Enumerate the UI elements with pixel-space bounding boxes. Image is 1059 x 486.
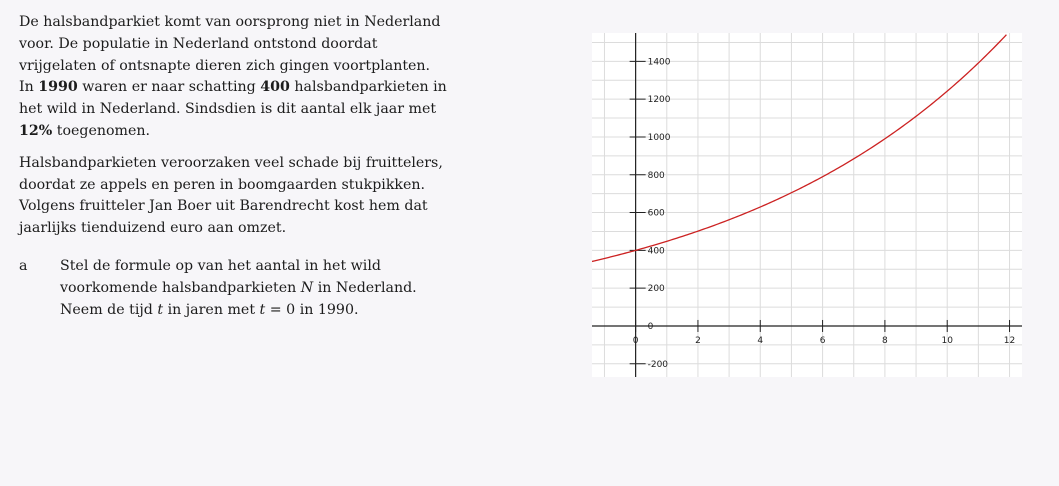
question-var-t: t bbox=[157, 301, 164, 318]
y-tick-label: 1400 bbox=[647, 57, 671, 68]
chart-svg bbox=[592, 33, 1022, 377]
y-tick-label: 600 bbox=[647, 208, 665, 219]
intro-text-2: waren er naar schatting bbox=[77, 79, 261, 96]
question-var-t2: t bbox=[259, 301, 266, 318]
x-tick-label: 4 bbox=[757, 335, 764, 346]
x-tick-label: 2 bbox=[695, 335, 701, 346]
question-text-3: in jaren met bbox=[163, 301, 260, 318]
y-tick-label: 200 bbox=[647, 284, 665, 295]
intro-text-1: De halsbandparkiet komt van oorsprong niet in Nederland voor. De populatie in Nederland ontstond doordat vrijgelaten of ontsnapte dieren zich gingen voortplanten. In bbox=[19, 14, 441, 96]
question-letter: a bbox=[19, 258, 28, 274]
series-line bbox=[592, 35, 1006, 262]
exponential-growth-chart bbox=[592, 33, 1022, 377]
intro-text-4: toegenomen. bbox=[52, 122, 151, 139]
question-text-1: Stel de formule op van het aantal in het wild voorkomende halsbandparkieten bbox=[60, 258, 381, 296]
question-var-n: N bbox=[300, 279, 314, 296]
y-tick-label: 1200 bbox=[647, 95, 671, 106]
y-tick-label: 1000 bbox=[647, 132, 671, 143]
question-text-4: = 0 in 1990. bbox=[265, 301, 359, 318]
x-tick-label: 10 bbox=[941, 335, 953, 346]
intro-text-3: halsbandparkieten in het wild in Nederland. Sindsdien is dit aantal elk jaar met bbox=[19, 79, 447, 118]
question-text-2: in Nederland. Neem de tijd bbox=[60, 279, 417, 318]
damage-paragraph: Halsbandparkieten veroorzaken veel schade bij fruittelers, doordat ze appels en peren in boomgaarden stukpikken. Volgens fruitteler Jan Boer uit Barendrecht kost hem dat jaarlijks tienduizend euro aan omzet. bbox=[19, 154, 443, 237]
question-body bbox=[60, 256, 449, 321]
y-tick-label: -200 bbox=[647, 359, 669, 370]
x-tick-label: 0 bbox=[632, 335, 639, 346]
x-tick-label: 8 bbox=[882, 335, 888, 346]
x-tick-label: 12 bbox=[1003, 335, 1016, 346]
intro-count: 400 bbox=[260, 79, 290, 96]
intro-percent: 12% bbox=[19, 122, 53, 139]
y-tick-label: 400 bbox=[647, 246, 665, 257]
x-tick-label: 6 bbox=[819, 335, 826, 346]
y-tick-label: 800 bbox=[647, 170, 665, 181]
question-a bbox=[19, 256, 449, 321]
y-tick-label: 0 bbox=[647, 321, 654, 332]
intro-year: 1990 bbox=[38, 79, 78, 96]
intro-paragraph bbox=[19, 12, 449, 143]
intro-text-block bbox=[19, 12, 449, 250]
